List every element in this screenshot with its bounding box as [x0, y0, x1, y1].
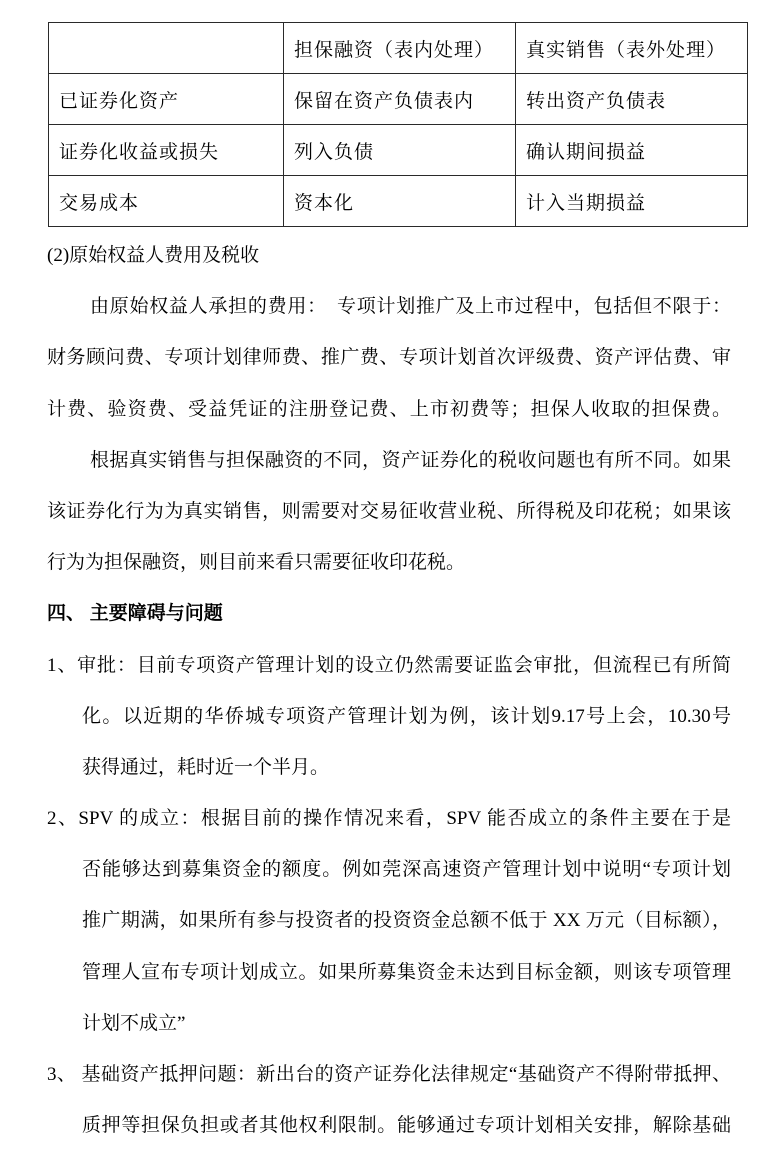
list-item-1-line: 1、审批：目前专项资产管理计划的设立仍然需要证监会审批，但流程已有所简: [47, 654, 731, 676]
list-item-1-line: 化。以近期的华侨城专项资产管理计划为例，该计划9.17号上会，10.30号: [82, 705, 731, 727]
paragraph-line: 根据真实销售与担保融资的不同，资产证券化的税收问题也有所不同。如果: [90, 449, 731, 471]
list-item-2-line: 计划不成立”: [82, 1012, 186, 1034]
table-row: [49, 74, 748, 125]
list-item-2-line: 2、SPV 的成立：根据目前的操作情况来看，SPV 能否成立的条件主要在于是: [47, 808, 731, 830]
document-body: [47, 230, 731, 1150]
table-cell: 保留在资产负债表内: [284, 74, 516, 125]
table-header-empty-cell: [49, 23, 284, 74]
subheading-fees-taxes: (2)原始权益人费用及税收: [47, 245, 260, 266]
table-cell: 确认期间损益: [516, 125, 748, 176]
table-cell: 计入当期损益: [516, 176, 748, 227]
paragraph-line: 由原始权益人承担的费用： 专项计划推广及上市过程中，包括但不限于：: [90, 296, 731, 318]
table-cell: 列入负债: [284, 125, 516, 176]
table-row: [49, 176, 748, 227]
table-cell-row-label: 证券化收益或损失: [49, 125, 284, 176]
comparison-table: [48, 22, 748, 227]
list-item-2-line: 否能够达到募集资金的额度。例如莞深高速资产管理计划中说明“专项计划: [82, 859, 731, 881]
section-heading-obstacles: 四、 主要障碍与问题: [47, 603, 223, 625]
table-header-true-sale: 真实销售（表外处理）: [516, 23, 748, 74]
paragraph-line: 财务顾问费、专项计划律师费、推广费、专项计划首次评级费、资产评估费、审: [47, 347, 731, 369]
table-header-row: [49, 23, 748, 74]
table-row: [49, 125, 748, 176]
paragraph-line: 行为为担保融资，则目前来看只需要征收印花税。: [47, 552, 466, 574]
table-cell-row-label: 交易成本: [49, 176, 284, 227]
table-cell: 资本化: [284, 176, 516, 227]
list-item-1-line: 获得通过，耗时近一个半月。: [82, 756, 330, 778]
table-cell: 转出资产负债表: [516, 74, 748, 125]
list-item-2-line: 管理人宣布专项计划成立。如果所募集资金未达到目标金额，则该专项管理: [82, 961, 731, 983]
list-item-3-line: 质押等担保负担或者其他权利限制。能够通过专项计划相关安排，解除基础: [82, 1115, 731, 1137]
paragraph-line: 该证券化行为为真实销售，则需要对交易征收营业税、所得税及印花税；如果该: [47, 500, 731, 522]
list-item-3-line: 3、 基础资产抵押问题：新出台的资产证券化法律规定“基础资产不得附带抵押、: [47, 1064, 731, 1085]
paragraph-line: 计费、验资费、受益凭证的注册登记费、上市初费等；担保人收取的担保费。: [47, 398, 731, 420]
table-cell-row-label: 已证券化资产: [49, 74, 284, 125]
table-header-guaranteed-financing: 担保融资（表内处理）: [284, 23, 516, 74]
list-item-2-line: 推广期满，如果所有参与投资者的投资资金总额不低于 XX 万元（目标额），: [82, 910, 731, 932]
